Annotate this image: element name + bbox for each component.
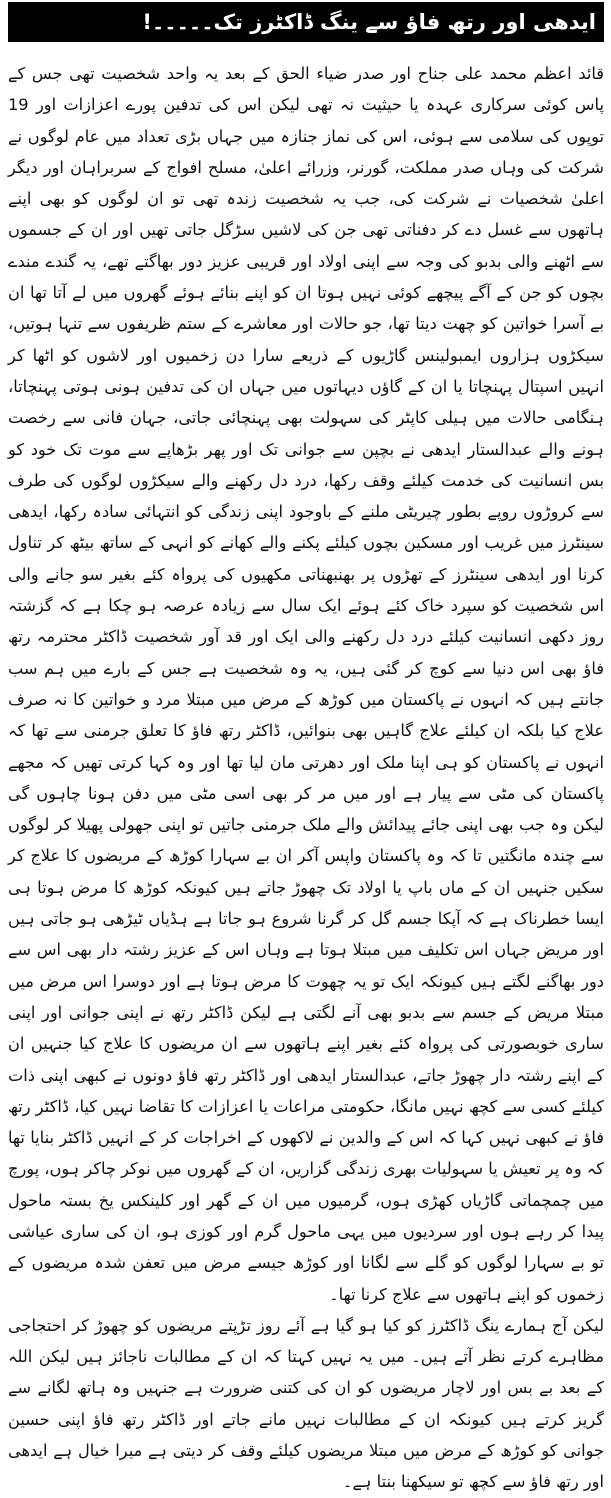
paragraph-2: لیکن آج ہمارے ینگ ڈاکٹرز کو کیا ہو گیا ہے آئے روز تڑپتے مریضوں کو چھوڑ کر احتجاجی مظاہرے کرتے نظر آتے ہیں۔ میں یہ نہیں کہتا کہ ان کے مطالبات ناجائز ہیں لیکن اللہ کے بعد بے بس اور لاچار مریضوں کو ان کی کتنی ضرورت ہے جنہیں وہ ہاتھ لگانے سے گریز کرتے ہیں کیونکہ ان کے مطالبات نہیں مانے جاتے اور ڈاکٹر رتھ فاؤ اپنی حسین جوانی کو کوڑھ کے مرض میں مبتلا مریضوں کیلئے وقف کر دیتی ہے میرا خیال ہے ایدھی اور رتھ فاؤ سے کچھ تو سیکھنا بنتا ہے۔ [8,1315,604,1492]
headline: ایدھی اور رتھ فاؤ سے ینگ ڈاکٹرز تک۔۔۔۔۔! [142,10,596,34]
headline-bar [8,2,604,42]
paragraph-1: قائد اعظم محمد علی جناح اور صدر ضیاء الحق کے بعد یہ واحد شخصیت تھی جس کے پاس کوئی سرکاری عہدہ یا حیثیت نہ تھی لیکن اس کی تدفین پورے اعزازات اور 19 توپوں کی سلامی سے ہوئی، اس کی نماز جنازہ میں جہاں بڑی تعداد میں عام لوگوں نے شرکت کی وہاں صدر مملکت، گورنر، وزرائے اعلیٰ، مسلح افواج کے سربراہان اور دیگر اعلیٰ شخصیات نے شرکت کی، جب یہ شخصیت زندہ تھی تو ان لوگوں کو بھی اپنے ہاتھوں سے غسل دے کر دفناتی تھی جن کی لاشیں سڑگل جاتی تھیں اور ان کے جسموں سے اٹھنے والی بدبو کی وجہ سے اپنی اولاد اور قریبی عزیز دور بھاگتے تھے، یہ گندے مندے بچوں کو جن کے آگے پیچھے کوئی نہیں ہوتا ان کو اپنے بنائے ہوئے گھروں میں لے آتا تھا ان بے آسرا خواتین کو چھت دیتا تھا، جو حالات اور معاشرے کے ستم ظریفوں سے تنہا ہوتیں، سیکڑوں ہزاروں ایمبولینس گاڑیوں کے ذریعے سارا دن زخمیوں اور لاشوں کو اٹھا کر انہیں اسپتال پہنچاتا یا ان کے گاؤں دیہاتوں میں جہاں ان کی تدفین ہونی ہوتی پہنچاتا، ہنگامی حالات میں ہیلی کاپٹر کی سہولت بھی پہنچائی جاتی، جہان فانی سے رخصت ہونے والے عبدالستار ایدھی نے بچپن سے جوانی تک اور پھر بڑھاپے سے موت تک خود کو بس انسانیت کی خدمت کیلئے وقف رکھا، درد دل رکھنے والے سیکڑوں لوگوں کی طرف سے کروڑوں روپے بطور چیریٹی ملنے کے باوجود اپنی زندگی کو انتہائی سادہ رکھا، ایدھی سینٹرز میں غریب اور مسکین بچوں کیلئے پکنے والے کھانے کو انہی کے ساتھ بیٹھ کر تناول کرنا اور ایدھی سینٹرز کے تھڑوں پر بھنبھناتی مکھیوں کی پرواہ کئے بغیر سو جانے والی اس شخصیت کو سپرد خاک کئے ہوئے ایک سال سے زیادہ عرصہ ہو چکا ہے کہ گزشتہ روز دکھی انسانیت کیلئے درد دل رکھنے والی ایک اور قد آور شخصیت ڈاکٹر محترمہ رتھ فاؤ بھی اس دنیا سے کوچ کر گئی ہیں، یہ وہ شخصیت ہے جس کے بارے میں ہم سب جانتے ہیں کہ انہوں نے پاکستان میں کوڑھ کے مرض میں مبتلا مرد و خواتین کا نہ صرف علاج کیا بلکہ ان کیلئے علاج گاہیں بھی بنوائیں، ڈاکٹر رتھ فاؤ کا تعلق جرمنی سے تھا کہ انہوں نے پاکستان کو ہی اپنا ملک اور دھرتی مان لیا تھا اور وہ کہا کرتی تھیں کہ مجھے پاکستان کی مٹی سے پیار ہے اور میں مر کر بھی اسی مٹی میں دفن ہونا چاہوں گی لیکن وہ جب بھی اپنی جائے پیدائش والے ملک جرمنی جاتیں تو اپنی جھولی پھیلا کر لوگوں سے چندہ مانگتیں تا کہ وہ پاکستان واپس آکر ان بے سہارا کوڑھ کے مریضوں کا علاج کر سکیں جنہیں ان کے ماں باپ یا اولاد تک چھوڑ جاتے ہیں کیونکہ کوڑھ کا مرض ہوتا ہی ایسا خطرناک ہے کہ آپکا جسم گل کر گرنا شروع ہو جاتا ہے ہڈیاں ٹیڑھی ہو جاتی ہیں اور مریض جہاں اس تکلیف میں مبتلا ہوتا ہے وہاں اس کے عزیز رشتہ دار بھی اس سے دور بھاگنے لگتے ہیں کیونکہ ایک تو یہ چھوت کا مرض ہوتا ہے اور دوسرا اس مرض میں مبتلا مریض کے جسم سے بدبو بھی آنے لگتی ہے لیکن ڈاکٹر رتھ نے اپنی جوانی اور اپنی ساری خوبصورتی کی پرواہ کئے بغیر اپنے ہاتھوں سے ان مریضوں کا علاج کیا جنہیں ان کے اپنے رشتہ دار چھوڑ جاتے، عبدالستار ایدھی اور ڈاکٹر رتھ فاؤ دونوں نے کبھی اپنی ذات کیلئے کسی سے کچھ نہیں مانگا، حکومتی مراعات یا اعزازات کا تقاضا نہیں کیا، ڈاکٹر رتھ فاؤ نے کبھی نہیں کہا کہ اس کے والدین نے لاکھوں کے اخراجات کر کے انہیں ڈاکٹر بنایا تھا کہ وہ پر تعیش یا سہولیات بھری زندگی گزاریں، ان کے گھروں میں نوکر چاکر ہوں، پورچ میں چمچماتی گاڑیاں کھڑی ہوں، گرمیوں میں ان کے گھر اور کلینکس یخ بستہ ماحول پیدا کر رہے ہوں اور سردیوں میں یہی ماحول گرم اور کوزی ہو، ان کی ساری عیاشی تو بے سہارا لوگوں کو گلے سے لگانا اور کوڑھ جیسے مرض میں تعفن شدہ مریضوں کے زخموں کو اپنے ہاتھوں سے علاج کرنا تھا۔ [8,64,604,1304]
article-body [8,58,604,1492]
